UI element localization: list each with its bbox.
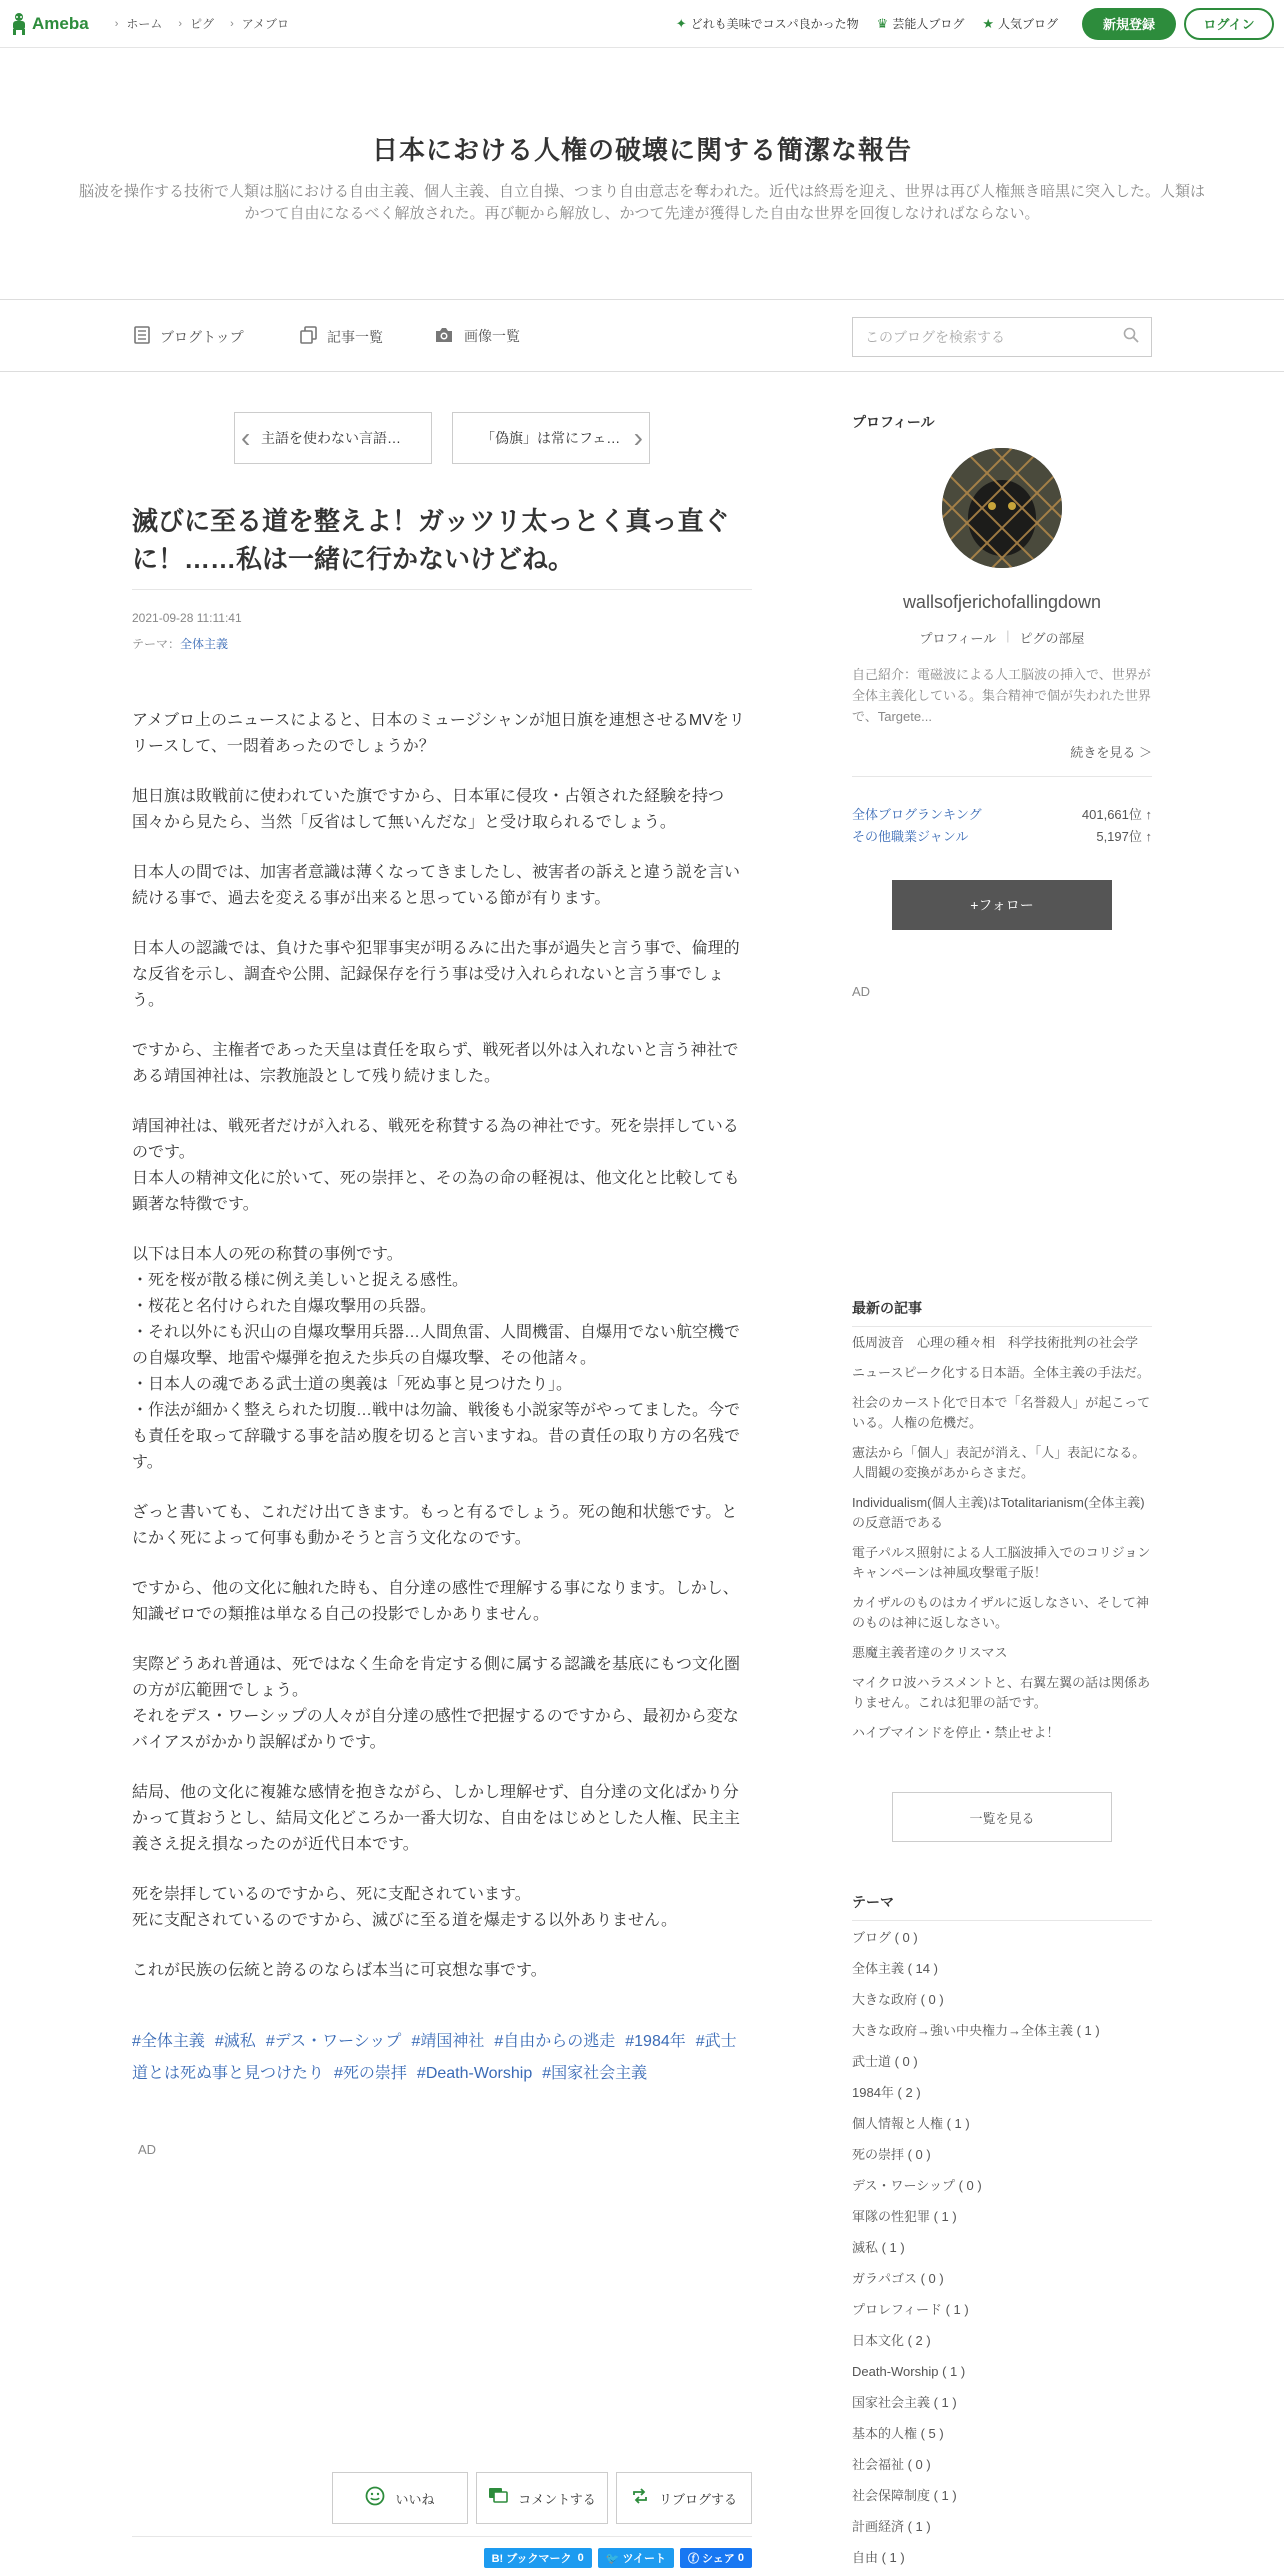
smile-icon — [365, 2486, 385, 2511]
theme-link[interactable]: 国家社会主義 ( 1 ) — [852, 2395, 957, 2410]
recent-article-link[interactable]: 電子パルス照射による人工脳波挿入でのコリジョンキャンペーンは神風攻撃電子版！ — [852, 1545, 1151, 1580]
blog-search-input[interactable] — [865, 329, 1123, 345]
recent-article-link[interactable]: 社会のカースト化で日本で「名誉殺人」が起こっている。人権の危機だ。 — [852, 1395, 1151, 1430]
link-recommended[interactable]: ✦ どれも美味でコスパ良かった物 — [675, 15, 859, 31]
theme-link[interactable]: ブログ ( 0 ) — [852, 1930, 918, 1945]
recent-article-link[interactable]: 低周波音 心理の種々相 科学技術批判の社会学 — [852, 1335, 1139, 1350]
ranking-row — [852, 826, 1152, 845]
article-paragraph: アメブロ上のニュースによると、日本のミュージシャンが旭日旗を連想させるMVをリリースして、一悶着あったのでしょうか？ — [132, 712, 745, 755]
blog-header — [0, 48, 1284, 300]
ranking-row — [852, 804, 1152, 823]
theme-heading: テーマ — [852, 1892, 1152, 1921]
recent-article-link[interactable]: ニュースピーク化する日本語。全体主義の手法だ。 — [852, 1365, 1150, 1380]
profile-link[interactable]: プロフィール — [919, 631, 997, 646]
theme-link[interactable]: 軍隊の性犯罪 ( 1 ) — [852, 2209, 957, 2224]
ad-label: AD — [852, 984, 871, 999]
chevron-right-icon: › — [633, 422, 643, 453]
image-list-link[interactable]: 画像一覧 — [434, 326, 520, 346]
chevron-right-icon: › — [178, 17, 183, 30]
blog-nav — [0, 300, 1284, 372]
facebook-share-button[interactable]: ⓕ シェア 0 — [680, 2548, 752, 2568]
article-date: 2021-09-28 11:11:41 — [132, 611, 242, 625]
article-paragraph: 結局、他の文化に複雑な感情を抱きながら、しかし理解せず、自分達の文化ばかり分かって貰おうとし、結局文化どころか一番大切な、自由をはじめとした人権、民主主義さえ捉え損なったのが近代日本です。 — [132, 1784, 741, 1853]
genre-ranking-value: 5,197位 ↑ — [1096, 829, 1152, 844]
article-theme-link[interactable]: 全体主義 — [180, 637, 229, 651]
copy-icon — [300, 326, 317, 347]
global-breadcrumb — [99, 15, 289, 32]
hashtag-link[interactable]: #全体主義 — [132, 2033, 205, 2050]
theme-link[interactable]: デス・ワーシップ ( 0 ) — [852, 2178, 982, 2193]
genre-ranking-link[interactable]: その他職業ジャンル — [852, 829, 969, 844]
recent-article-link[interactable]: ハイブマインドを停止・禁止せよ！ — [852, 1725, 1060, 1740]
article-list-link[interactable]: 記事一覧 — [300, 326, 383, 347]
nav-home[interactable]: › ホーム — [114, 17, 163, 31]
blog-title[interactable]: 日本における人権の破壊に関する簡潔な報告 — [371, 135, 912, 165]
chevron-left-icon: ‹ — [241, 422, 251, 453]
hatena-bookmark-button[interactable]: B! ブックマーク 0 — [484, 2548, 592, 2568]
reblog-button[interactable]: リブログする — [616, 2472, 752, 2524]
ameba-logo[interactable] — [10, 12, 89, 36]
article-paragraph: 靖国神社は、戦死者だけが入れる、戦死を称賛する為の神社です。死を崇拝しているのです。 日本人の精神文化に於いて、死の崇拝と、その為の命の軽視は、他文化と比較しても顕著な特徴です。 — [132, 1118, 740, 1213]
sparkle-icon: ✦ — [675, 15, 687, 31]
theme-list — [852, 1922, 1152, 2568]
prev-article-link[interactable]: ‹ 主語を使わない言語… — [234, 412, 432, 464]
overall-ranking-value: 401,661位 ↑ — [1081, 807, 1152, 822]
article-paragraph: 旭日旗は敗戦前に使われていた旗ですから、日本軍に侵攻・占領された経験を持つ国々から見たら、当然「反省はして無いんだな」と受け取られるでしょう。 — [132, 788, 725, 831]
comment-button[interactable]: コメントする — [476, 2472, 608, 2524]
reblog-icon — [631, 2487, 649, 2510]
recent-article-link[interactable]: 悪魔主義者達のクリスマス — [852, 1645, 1008, 1660]
hashtag-list — [132, 2026, 752, 2090]
chevron-right-icon: › — [114, 17, 119, 30]
theme-link[interactable]: 武士道 ( 0 ) — [852, 2054, 918, 2069]
article-theme: テーマ：全体主義 — [132, 637, 229, 651]
article-paragraph: ですから、主権者であった天皇は責任を取らず、戦死者以外は入れないと言う神社である靖国神社は、宗教施設として残り続けました。 — [132, 1042, 739, 1085]
theme-link[interactable]: 個人情報と人権 ( 1 ) — [852, 2116, 970, 2131]
recent-article-link[interactable]: マイクロ波ハラスメントと、右翼左翼の話は関係ありません。これは犯罪の話です。 — [852, 1675, 1151, 1710]
article-paragraph: 日本人の間では、加害者意識は薄くなってきましたし、被害者の訴えと違う説を言い続ける事で、過去を変える事が出来ると思っている節が有ります。 — [132, 864, 741, 907]
hashtag-link[interactable]: #滅私 — [214, 2033, 256, 2050]
link-celebrity-blog[interactable]: ♛ 芸能人ブログ — [876, 15, 965, 31]
theme-link[interactable]: 日本文化 ( 2 ) — [852, 2333, 931, 2348]
divider — [852, 776, 1152, 777]
bird-icon: 🐦 — [605, 2552, 620, 2565]
profile-heading: プロフィール — [852, 414, 935, 430]
login-button[interactable]: ログイン — [1184, 8, 1274, 40]
article-paragraph: 日本人の認識では、負けた事や犯罪事実が明るみに出た事が過失と言う事で、倫理的な反省を示し、調査や公開、記録保存を行う事は受け入れられないと言う事でしょう。 — [132, 940, 740, 1009]
divider — [132, 2536, 752, 2537]
recent-articles-list — [852, 1328, 1152, 1748]
article-paragraph: ざっと書いても、これだけ出てきます。もっと有るでしょう。死の飽和状態です。とにかく死によって何事も動かそうと言う文化なのです。 — [132, 1504, 738, 1547]
profile-links — [852, 628, 1152, 647]
theme-link[interactable]: Death-Worship ( 1 ) — [852, 2364, 966, 2379]
article-body — [132, 708, 752, 2008]
theme-link[interactable]: 社会福祉 ( 0 ) — [852, 2457, 931, 2472]
theme-link[interactable]: 全体主義 ( 14 ) — [852, 1961, 938, 1976]
profile-intro: 自己紹介：電磁波による人工脳波の挿入で、世界が全体主義化している。集合精神で個が失われた世界で、Targete... — [852, 667, 1152, 724]
hashtag-link[interactable]: #武士道とは死ぬ事と見つけたり — [132, 2033, 737, 2082]
link-popular-blog[interactable]: ★ 人気ブログ — [982, 15, 1058, 31]
recent-article-link[interactable]: カイザルのものはカイザルに返しなさい、そして神のものは神に返しなさい。 — [852, 1595, 1149, 1630]
blog-top-link[interactable]: ブログトップ — [134, 326, 244, 347]
comment-icon — [488, 2487, 508, 2510]
article-actions — [332, 2472, 752, 2524]
hashtag-link[interactable]: #デス・ワーシップ — [265, 2033, 402, 2050]
tweet-button[interactable]: 🐦 ツイート — [598, 2548, 674, 2568]
recent-article-link[interactable]: Individualism(個人主義)はTotalitarianism(全体主義)の反意語である — [852, 1495, 1145, 1530]
article-paragraph: 以下は日本人の死の称賛の事例です。 ・死を桜が散る様に例え美しいと捉える感性。 ・桜花と名付けられた自爆攻撃用の兵器。 ・それ以外にも沢山の自爆攻撃用兵器…人間魚雷、人間機雷、自爆用でない航空機での自爆攻撃、地雷や爆弾を抱えた歩兵の自爆攻撃、その他諸々。 ・日本人の魂である武士道の奥義は「死ぬ事と見つけたり」。 ・作法が細かく整えられた切腹…戦中は勿論、戦後も小説家等がやってました。今でも責任を取って辞職する事を詰め腹を切ると言いますね。昔の責任の取り方の名残です。 — [132, 1246, 741, 1471]
recent-article-link[interactable]: 憲法から「個人」表記が消え、「人」表記になる。人間観の変換があからさまだ。 — [852, 1445, 1146, 1480]
divider — [132, 589, 752, 590]
camera-icon — [434, 327, 454, 346]
theme-link[interactable]: プロレフィード ( 1 ) — [852, 2302, 969, 2317]
article-paragraph: ですから、他の文化に触れた時も、自分達の感性で理解する事になります。しかし、知識ゼロでの類推は単なる自己の投影でしかありません。 — [132, 1580, 739, 1623]
hashtag-link[interactable]: #国家社会主義 — [542, 2065, 648, 2082]
star-icon: ★ — [982, 15, 994, 31]
article-paragraph: 死を崇拝しているのですから、死に支配されています。 死に支配されているのですから、滅びに至る道を爆走する以外ありません。 — [132, 1886, 677, 1929]
blog-description: 脳波を操作する技術で人類は脳における自由主義、個人主義、自立自操、つまり自由意志を奪われた。近代は終焉を迎え、世界は再び人権無き暗黒に突入した。人類はかつて自由になるべく解放された。再び軛から解放し、かつて先達が獲得した自由な世界を回復しなければならない。 — [79, 183, 1205, 222]
theme-link[interactable]: 計画経済 ( 1 ) — [852, 2519, 931, 2534]
nav-ameblo[interactable]: › アメブロ — [230, 17, 290, 31]
theme-link[interactable]: 大きな政府 ( 0 ) — [852, 1992, 944, 2007]
article-paragraph: これが民族の伝統と誇るのならば本当に可哀想な事です。 — [132, 1962, 547, 1979]
blog-search — [852, 317, 1152, 357]
hashtag-link[interactable]: #靖国神社 — [411, 2033, 485, 2050]
pig-room-link[interactable]: ピグの部屋 — [1019, 631, 1085, 646]
read-more-link[interactable]: 続きを見る ＞ — [1070, 745, 1152, 760]
nav-pig[interactable]: › ピグ — [178, 17, 215, 31]
theme-link[interactable]: 自由 ( 1 ) — [852, 2550, 905, 2565]
signup-button[interactable]: 新規登録 — [1082, 8, 1176, 40]
search-icon[interactable] — [1123, 327, 1139, 348]
overall-ranking-link[interactable]: 全体ブログランキング — [852, 807, 982, 822]
crown-icon: ♛ — [876, 15, 889, 31]
theme-link[interactable]: 基本的人権 ( 5 ) — [852, 2426, 944, 2441]
separator: | — [1006, 628, 1010, 643]
theme-link[interactable]: 滅私 ( 1 ) — [852, 2240, 905, 2255]
global-header — [0, 0, 1284, 48]
like-button[interactable]: いいね — [332, 2472, 468, 2524]
share-buttons — [484, 2548, 752, 2568]
theme-link[interactable]: ガラパゴス ( 0 ) — [852, 2271, 944, 2286]
hashtag-link[interactable]: #自由からの逃走 — [494, 2033, 616, 2050]
logo-text: Ameba — [32, 13, 89, 33]
ad-label: AD — [138, 2142, 157, 2157]
article-title: 滅びに至る道を整えよ！ガッツリ太っとく真っ直ぐに！……私は一緒に行かないけどね。 — [132, 506, 730, 574]
facebook-icon: ⓕ — [687, 2553, 699, 2565]
profile-username[interactable]: wallsofjerichofallingdown — [902, 592, 1102, 612]
chevron-right-icon: › — [230, 17, 234, 30]
theme-link[interactable]: 1984年 ( 2 ) — [852, 2085, 921, 2100]
recent-articles-heading: 最新の記事 — [852, 1298, 1152, 1327]
theme-link[interactable]: 大きな政府→強い中央権力→全体主義 ( 1 ) — [852, 2023, 1100, 2038]
hashtag-link[interactable]: #死の崇拝 — [334, 2065, 407, 2082]
theme-link[interactable]: 死の崇拝 ( 0 ) — [852, 2147, 931, 2162]
hashtag-link[interactable]: #1984年 — [625, 2033, 686, 2050]
see-all-button[interactable]: 一覧を見る — [892, 1792, 1112, 1842]
header-actions — [658, 8, 1274, 40]
document-icon — [134, 326, 150, 347]
hashtag-link[interactable]: #Death-Worship — [416, 2065, 533, 2082]
ameba-logo-icon — [10, 12, 28, 36]
next-article-link[interactable]: 「偽旗」は常にフェ… › — [452, 412, 650, 464]
article-paragraph: 実際どうあれ普通は、死ではなく生命を肯定する側に属する認識を基底にもつ文化圏の方が広範囲でしょう。 それをデス・ワーシップの人々が自分達の感性で把握するのですから、最初から変なバイアスがかかり誤解ばかりです。 — [132, 1656, 741, 1751]
avatar[interactable] — [942, 448, 1062, 568]
follow-button[interactable]: +フォロー — [892, 880, 1112, 930]
theme-link[interactable]: 社会保障制度 ( 1 ) — [852, 2488, 957, 2503]
